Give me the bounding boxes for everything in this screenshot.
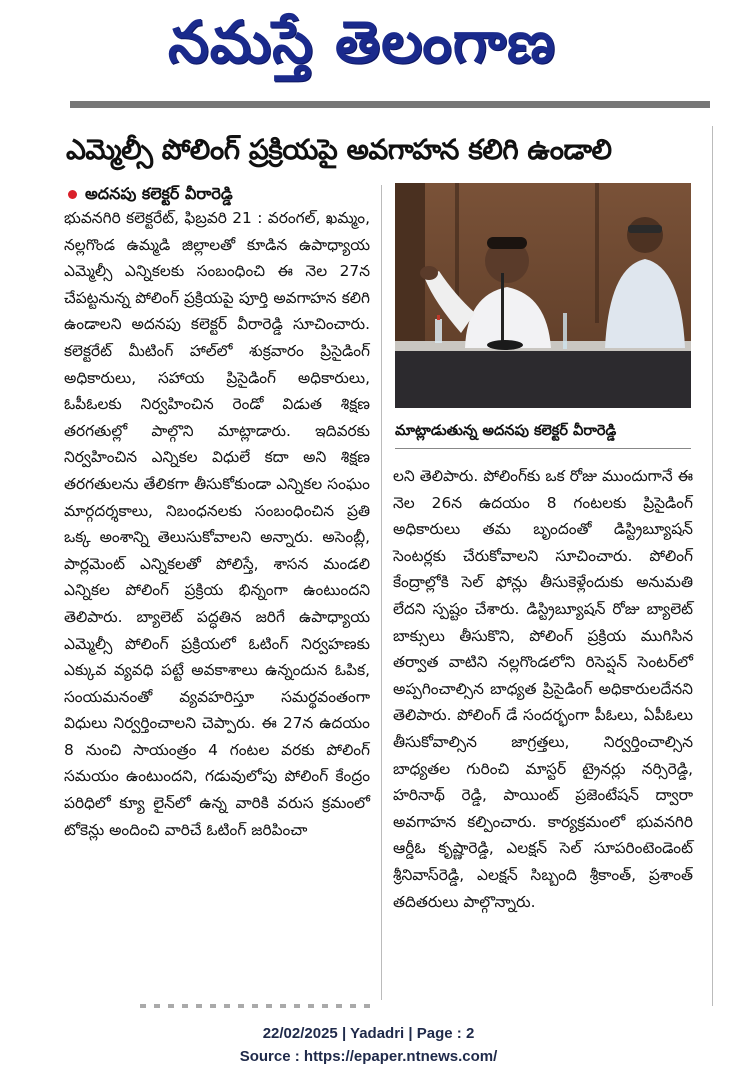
page-cut-marker <box>140 1004 370 1008</box>
article-right-column <box>393 463 693 915</box>
right-column-text: లని తెలిపారు. పోలింగ్‌కు ఒక రోజు ముందుగానే ఈ నెల 26న ఉదయం 8 గంటలకు ప్రిసైడింగ్ అధికారులు తమ బృందంతో డిస్ట్రిబ్యూషన్ సెంటర్లకు చేరుకోవాలని సూచించారు. పోలింగ్ కేంద్రాల్లోకి సెల్ ఫోన్లు తీసుకెళ్లేందుకు అనుమతి లేదని స్పష్టం చేశారు. డిస్ట్రిబ్యూషన్ రోజు బ్యాలెట్ బాక్సులు తీసుకొని, పోలింగ్ ప్రక్రియ ముగిసిన తర్వాత వాటిని నల్లగొండలోని రిసెప్షన్ సెంటర్‌లో అప్పగించాల్సిన బాధ్యత ప్రిసైడింగ్ అధికారులదేనని తెలిపారు. పోలింగ్ డే సందర్భంగా పీఓలు, ఏపీఓలు తీసుకోవాల్సిన జాగ్రత్తలు, నిర్వర్తించాల్సిన బాధ్యతల గురించి మాస్టర్ ట్రైనర్లు నర్సిరెడ్డి, హరినాథ్ రెడ్డి, పాయింట్ ప్రజెంటేషన్ ద్వారా అవగాహన కల్పించారు. కార్యక్రమంలో భువనగిరి ఆర్డీఓ కృష్ణారెడ్డి, ఎలక్షన్ సెల్ సూపరింటెండెంట్ శ్రీనివాస్‌రెడ్డి, ఎలక్షన్ సిబ్బంది శ్రీకాంత్, ప్రశాంత్ తదితరులు పాల్గొన్నారు. <box>393 467 693 911</box>
column-divider-middle <box>381 185 382 1000</box>
byline <box>68 183 233 205</box>
byline-text: అదనపు కలెక్టర్ వీరారెడ్డి <box>85 184 233 203</box>
masthead <box>0 0 737 100</box>
footer-date-line: 22/02/2025 | Yadadri | Page : 2 <box>262 1025 475 1042</box>
footer-source-line: Source : https://epaper.ntnews.com/ <box>239 1048 498 1065</box>
masthead-logo: నమస్తే తెలంగాణ <box>168 8 556 76</box>
masthead-rule <box>70 101 710 108</box>
left-column-text: భువనగిరి కలెక్టరేట్, ఫిబ్రవరి 21 : వరంగల్, ఖమ్మం, నల్లగొండ ఉమ్మడి జిల్లాలతో కూడిన ఉపాధ్యాయ ఎమ్మెల్సీ ఎన్నికలకు సంబంధించి ఈ నెల 27న చేపట్టనున్న పోలింగ్ ప్రక్రియపై పూర్తి అవగాహన కలిగి ఉండాలని అదనపు కలెక్టర్ వీరారెడ్డి సూచించారు. కలెక్టరేట్ మీటింగ్ హాల్‌లో శుక్రవారం ప్రిసైడింగ్ అధికారులు, సహాయ ప్రిసైడింగ్ అధికారులు, ఓపీఓలకు నిర్వహించిన రెండో విడుత శిక్షణ తరగతుల్లో పాల్గొని మాట్లాడారు. ఇదివరకు నిర్వహించిన ఎన్నికల విధులే కదా అని శిక్షణ తరగతులను తేలికగా తీసుకోకుండా ఎన్నికల సంఘం మార్గదర్శకాలు, నిబంధనలకు సంబంధించిన ప్రతి ఒక్క అంశాన్ని తెలుసుకోవాలని అన్నారు. అసెంబ్లీ, పార్లమెంట్ ఎన్నికలతో పోలిస్తే, శాసన మండలి ఎన్నికల పోలింగ్ ప్రక్రియ భిన్నంగా ఉంటుందని తెలిపారు. బ్యాలెట్ పద్ధతిన జరిగే ఉపాధ్యాయ ఎమ్మెల్సీ పోలింగ్ ప్రక్రియలో ఓటింగ్ నిర్వహణకు ఎక్కువ వ్యవధి పట్టే అవకాశాలు ఉన్నందున ఓపిక, సంయమనంతో వ్యవహరిస్తూ సమర్థవంతంగా విధులు నిర్వర్తించాలని చెప్పారు. ఈ 27న ఉదయం 8 నుంచి సాయంత్రం 4 గంటల వరకు పోలింగ్ సమయం ఉంటుందని, గడువులోపు పోలింగ్ కేంద్రం పరిధిలో క్యూ లైన్‌లో ఉన్న వారికి వరుస క్రమంలో టోకెన్లు అందించి వారిచే ఓటింగ్ జరిపించా <box>64 209 370 839</box>
article-left-column <box>64 205 370 843</box>
column-divider-right <box>712 126 713 1006</box>
meeting-photo-illustration <box>395 183 691 408</box>
article-photo <box>395 183 691 408</box>
article-headline: ఎమ్మెల్సీ పోలింగ్ ప్రక్రియపై అవగాహన కలిగి ఉండాలి <box>66 133 612 166</box>
bullet-dot-icon <box>68 190 77 199</box>
photo-caption: మాట్లాడుతున్న అదనపు కలెక్టర్ వీరారెడ్డి <box>395 414 691 449</box>
